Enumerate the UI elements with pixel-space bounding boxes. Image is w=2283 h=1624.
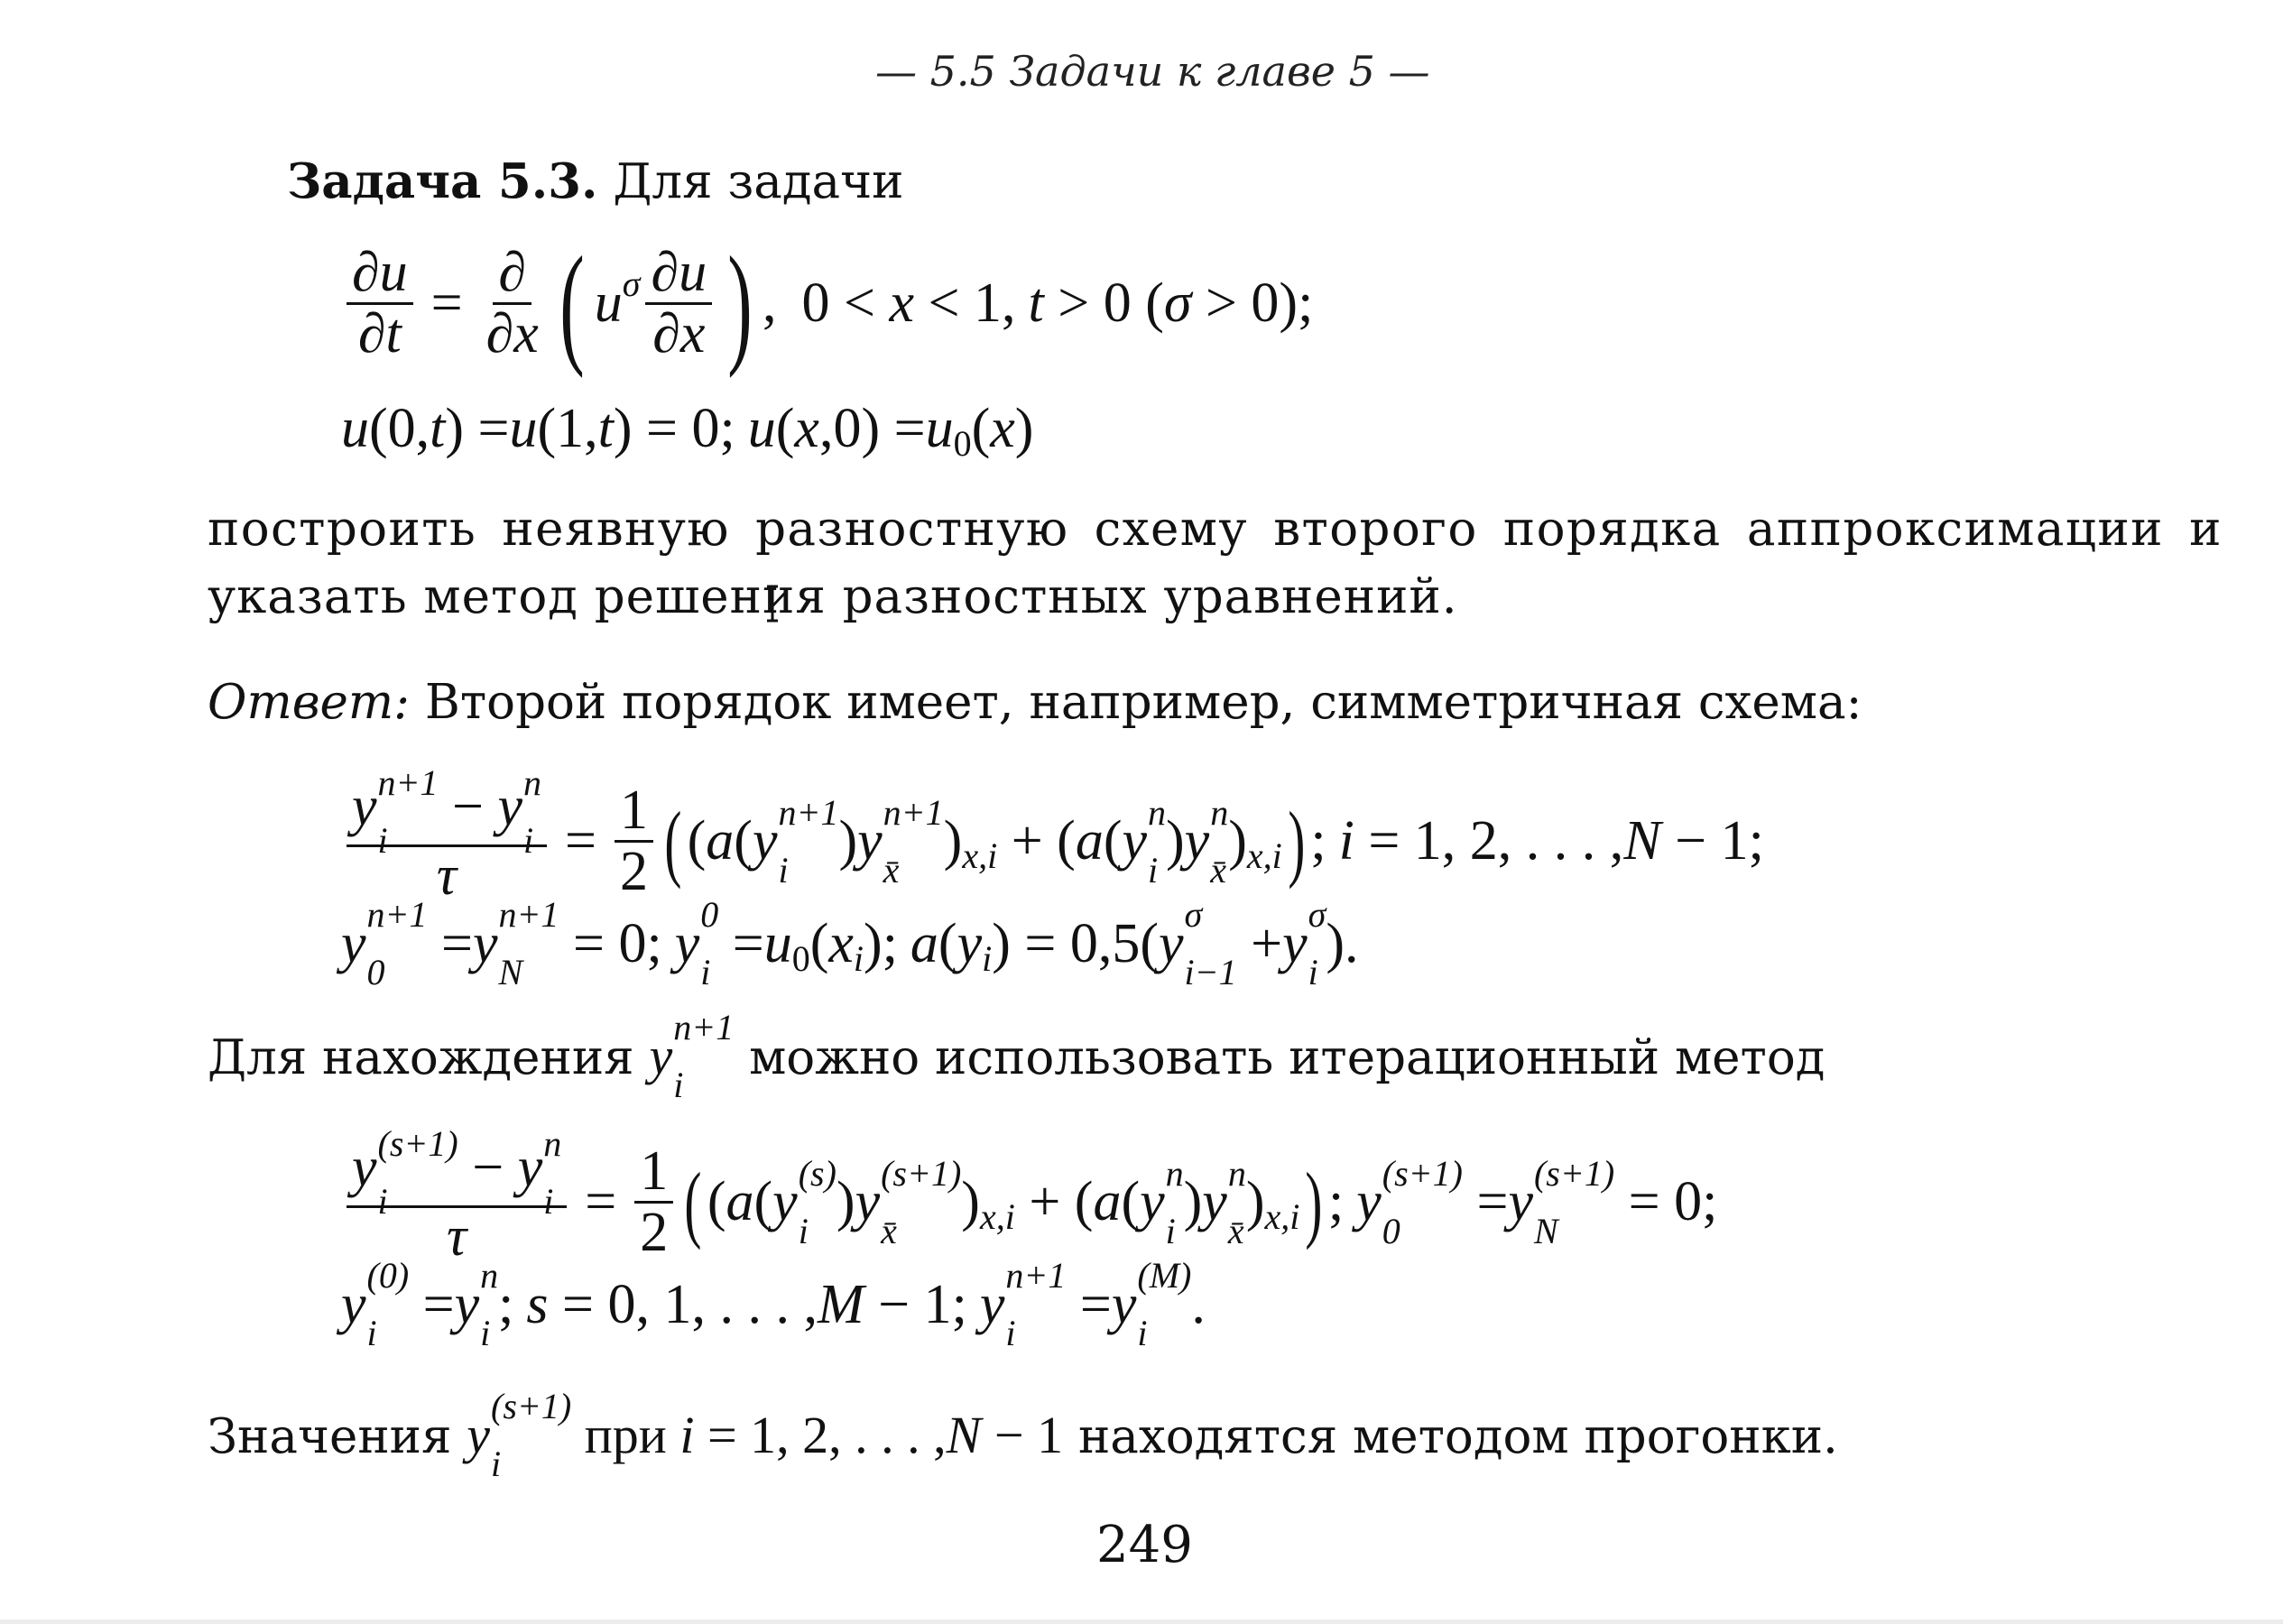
answer-label: Ответ:	[208, 675, 411, 730]
text-cursor-icon	[765, 585, 780, 623]
problem-label: Задача 5.3.	[287, 153, 598, 209]
final-line: Значения y (s+1) i при i = 1, 2, . . . , N − 1 находятся методом прогонки.	[208, 1386, 1838, 1484]
problem-heading	[287, 153, 904, 209]
iteration-line: Для нахождения y n+1 i можно использовать итерационный метод	[208, 1007, 1825, 1105]
answer-text: Второй порядок имеет, например, симметричная схема:	[424, 675, 1862, 730]
equation-boundary: u (0, t ) = u (1, t ) = 0; u ( x ,0) = u 0 ( x )	[341, 398, 1034, 464]
equation-iteration: y (s+1) i − y n i τ = $\frac{1}{2}$ ( ( a ( y (s) i ) y (s+1) x̄ ) x,i + ( a ( y n i ) y n x̄ ) x,i ) ; y (s+1) 0 = y (s+1) N = 0;	[341, 1139, 1717, 1267]
iteration-text-after: можно использовать итерационный метод	[749, 1030, 1825, 1085]
answer-line	[208, 675, 1862, 730]
page-number: 249	[1096, 1516, 1193, 1574]
equation-scheme-conditions: y n+1 0 = y n+1 N = 0; y 0 i = u 0 ( x i ); a ( y i ) = 0,5( y σ i−1 + y σ i ).	[341, 894, 1359, 992]
equation-iteration-conditions: y (0) i = y n i ; s = 0, 1, . . . , M − 1; y n+1 i = y (M) i .	[341, 1255, 1206, 1353]
running-header: — 5.5 Задачи к главе 5 —	[875, 47, 1430, 96]
problem-intro: Для задачи	[613, 154, 904, 209]
condition-line-1: построить неявную разностную схему второго порядка аппроксимации и	[208, 502, 2223, 557]
final-text-after: находятся методом прогонки.	[1077, 1409, 1838, 1464]
iteration-text-before: Для нахождения	[208, 1030, 634, 1085]
equation-scheme: y n+1 i − y n i τ = $\frac{1}{2}$ ( ( a ( y n+1 i ) y n+1 x̄ ) x,i + ( a ( y n i ) y n x̄ ) x,i ) ; i = 1, 2, . . . , N − 1;	[341, 778, 1764, 906]
condition-line-2: указать метод решения разностных уравнений.	[208, 569, 1458, 624]
equation-pde: $\frac{\partial u}{\partial t}$ = $\frac{\partial}{\partial x}$ ( u σ $\frac{\partial u}{\partial x}$ ) , 0 < x < 1, t > 0 ( σ > 0);	[341, 244, 1313, 364]
final-text-before: Значения	[208, 1409, 452, 1464]
